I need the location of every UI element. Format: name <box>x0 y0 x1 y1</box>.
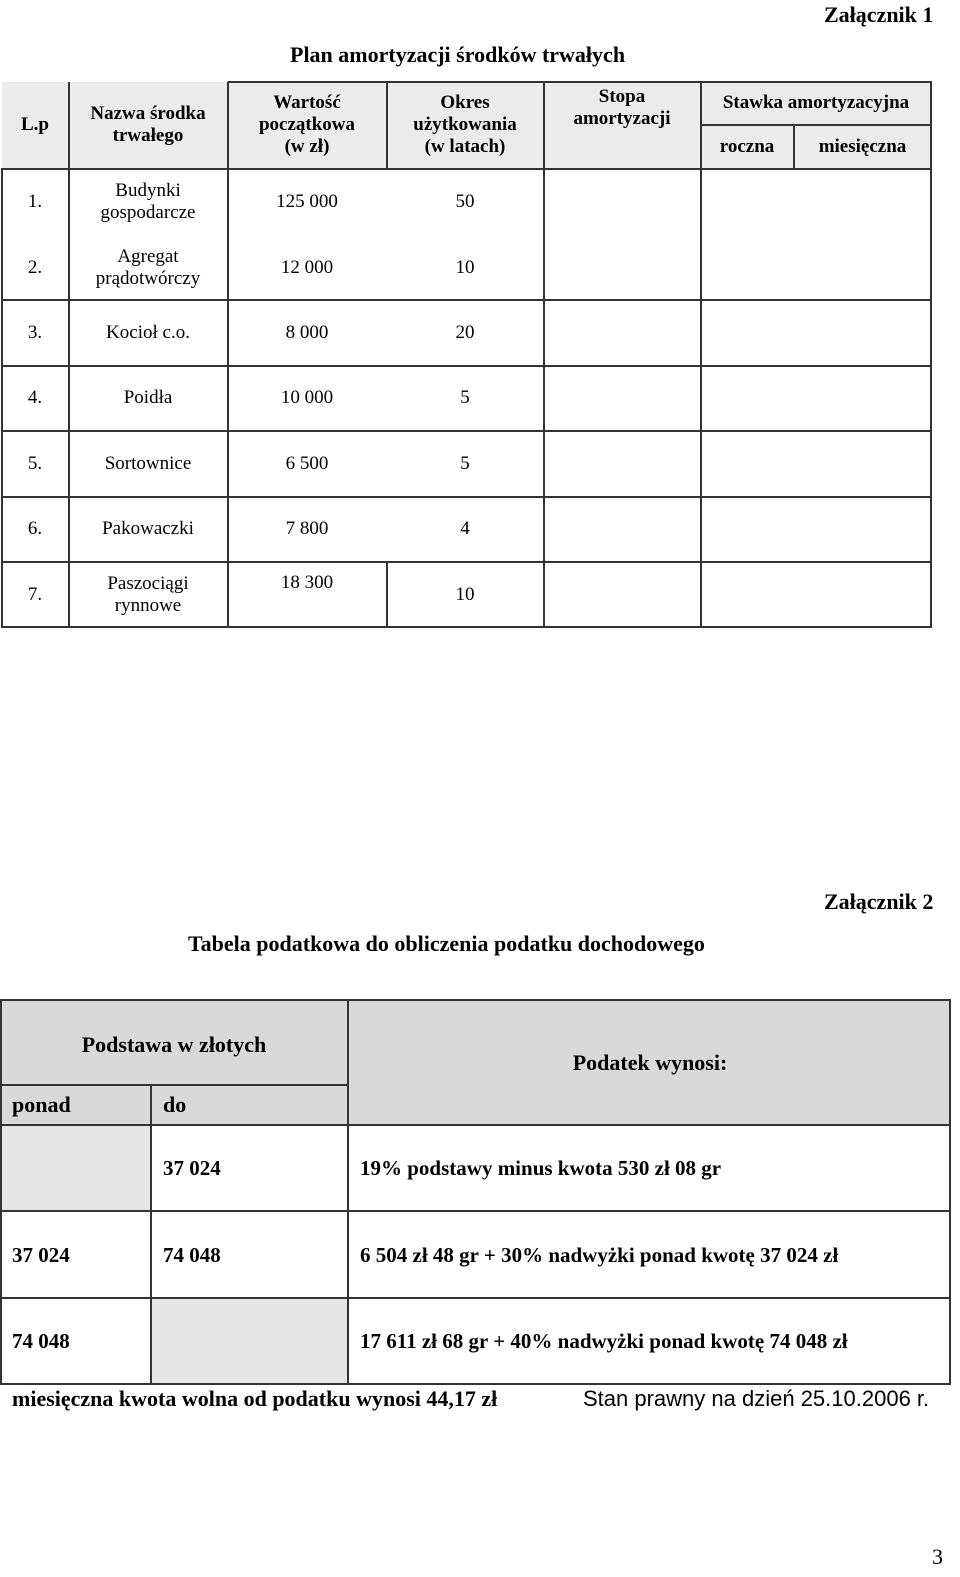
grid-line <box>0 999 2 1385</box>
tax-row3-tax: 17 611 zł 68 gr + 40% nadwyżki ponad kwotę 74 048 zł <box>360 1329 848 1354</box>
grid-line <box>543 82 545 628</box>
row1-no: 1. <box>27 191 43 213</box>
grid-line <box>150 1084 152 1385</box>
grid-line <box>0 999 951 1001</box>
row5-value: 6 500 <box>285 453 329 475</box>
grid-line <box>1 430 932 432</box>
header-period: Okres użytkowania (w latach) <box>387 82 543 168</box>
grid-line <box>0 1210 951 1212</box>
row5-name: Sortownice <box>104 453 192 475</box>
grid-line <box>1 496 932 498</box>
legal-status-note: Stan prawny na dzień 25.10.2006 r. <box>583 1386 930 1411</box>
header-amount: Stawka amortyzacyjna <box>701 82 931 124</box>
header-monthly: miesięczna <box>794 125 931 168</box>
row7-no: 7. <box>27 584 43 606</box>
row3-value: 8 000 <box>285 322 329 344</box>
tax-row1-tax: 19% podstawy minus kwota 530 zł 08 gr <box>360 1155 722 1180</box>
row3-years: 20 <box>455 322 475 344</box>
tax-row2-over: 37 024 <box>12 1242 70 1267</box>
annex1-label: Załącznik 1 <box>824 2 934 27</box>
grid-line <box>930 82 932 628</box>
row4-years: 5 <box>460 387 470 409</box>
grid-line <box>1 168 932 170</box>
header-tax: Podatek wynosi: <box>572 1049 728 1075</box>
header-yearly: roczna <box>701 125 793 168</box>
header-lp: L.p <box>2 82 68 168</box>
tax-row1-to: 37 024 <box>163 1155 221 1180</box>
tax-row3-over: 74 048 <box>12 1329 70 1354</box>
header-to: do <box>163 1092 187 1118</box>
grid-line <box>1 561 932 563</box>
tax-row1-over <box>0 1126 150 1210</box>
tax-free-note: miesięczna kwota wolna od podatku wynosi 44,17 zł <box>12 1386 498 1411</box>
grid-line <box>701 124 932 126</box>
grid-line <box>347 999 349 1385</box>
grid-line <box>68 82 70 628</box>
annex2-label: Załącznik 2 <box>824 889 934 914</box>
grid-line <box>227 82 229 628</box>
row5-no: 5. <box>27 453 43 475</box>
grid-line <box>1 168 3 628</box>
row1-years: 50 <box>455 191 475 213</box>
row4-value: 10 000 <box>280 387 334 409</box>
tax-row3-to <box>151 1299 348 1384</box>
grid-line <box>0 1383 951 1385</box>
header-rate: Stopa amortyzacji <box>544 82 700 168</box>
grid-line <box>1 299 932 301</box>
grid-line <box>228 81 932 83</box>
row6-value: 7 800 <box>285 518 329 540</box>
grid-line <box>0 1297 951 1299</box>
row7-value: 18 300 <box>280 572 334 594</box>
header-name: Nazwa środka trwałego <box>69 82 227 168</box>
row1-name: Budynki gospodarcze <box>100 180 196 223</box>
grid-line <box>386 82 388 168</box>
row4-name: Poidła <box>123 387 173 409</box>
grid-line <box>0 1124 951 1126</box>
page-number: 3 <box>932 1544 943 1569</box>
tax-row2-to: 74 048 <box>163 1242 221 1267</box>
row2-years: 10 <box>455 257 475 279</box>
row7-name: Paszociągi rynnowe <box>107 573 189 616</box>
row2-value: 12 000 <box>280 257 334 279</box>
grid-line <box>1 626 932 628</box>
row5-years: 5 <box>460 453 470 475</box>
grid-line <box>949 999 951 1385</box>
row3-name: Kocioł c.o. <box>106 322 190 344</box>
row1-value: 125 000 <box>276 191 338 213</box>
row6-years: 4 <box>460 518 470 540</box>
grid-line <box>386 561 388 628</box>
grid-line <box>0 1084 349 1086</box>
header-value: Wartość początkowa (w zł) <box>228 82 386 168</box>
grid-line <box>1 365 932 367</box>
row2-name: Agregat prądotwórczy <box>95 246 201 289</box>
grid-line <box>700 82 702 628</box>
row6-name: Pakowaczki <box>102 518 194 540</box>
header-base: Podstawa w złotych <box>81 1032 267 1058</box>
annex2-title: Tabela podatkowa do obliczenia podatku dochodowego <box>188 931 705 956</box>
annex1-title: Plan amortyzacji środków trwałych <box>290 42 626 67</box>
row7-years: 10 <box>455 584 475 606</box>
row6-no: 6. <box>27 518 43 540</box>
row2-no: 2. <box>27 257 43 279</box>
row3-no: 3. <box>27 322 43 344</box>
row4-no: 4. <box>27 387 43 409</box>
grid-line <box>793 124 795 168</box>
header-over: ponad <box>12 1092 71 1118</box>
tax-row2-tax: 6 504 zł 48 gr + 30% nadwyżki ponad kwotę 37 024 zł <box>360 1242 839 1267</box>
